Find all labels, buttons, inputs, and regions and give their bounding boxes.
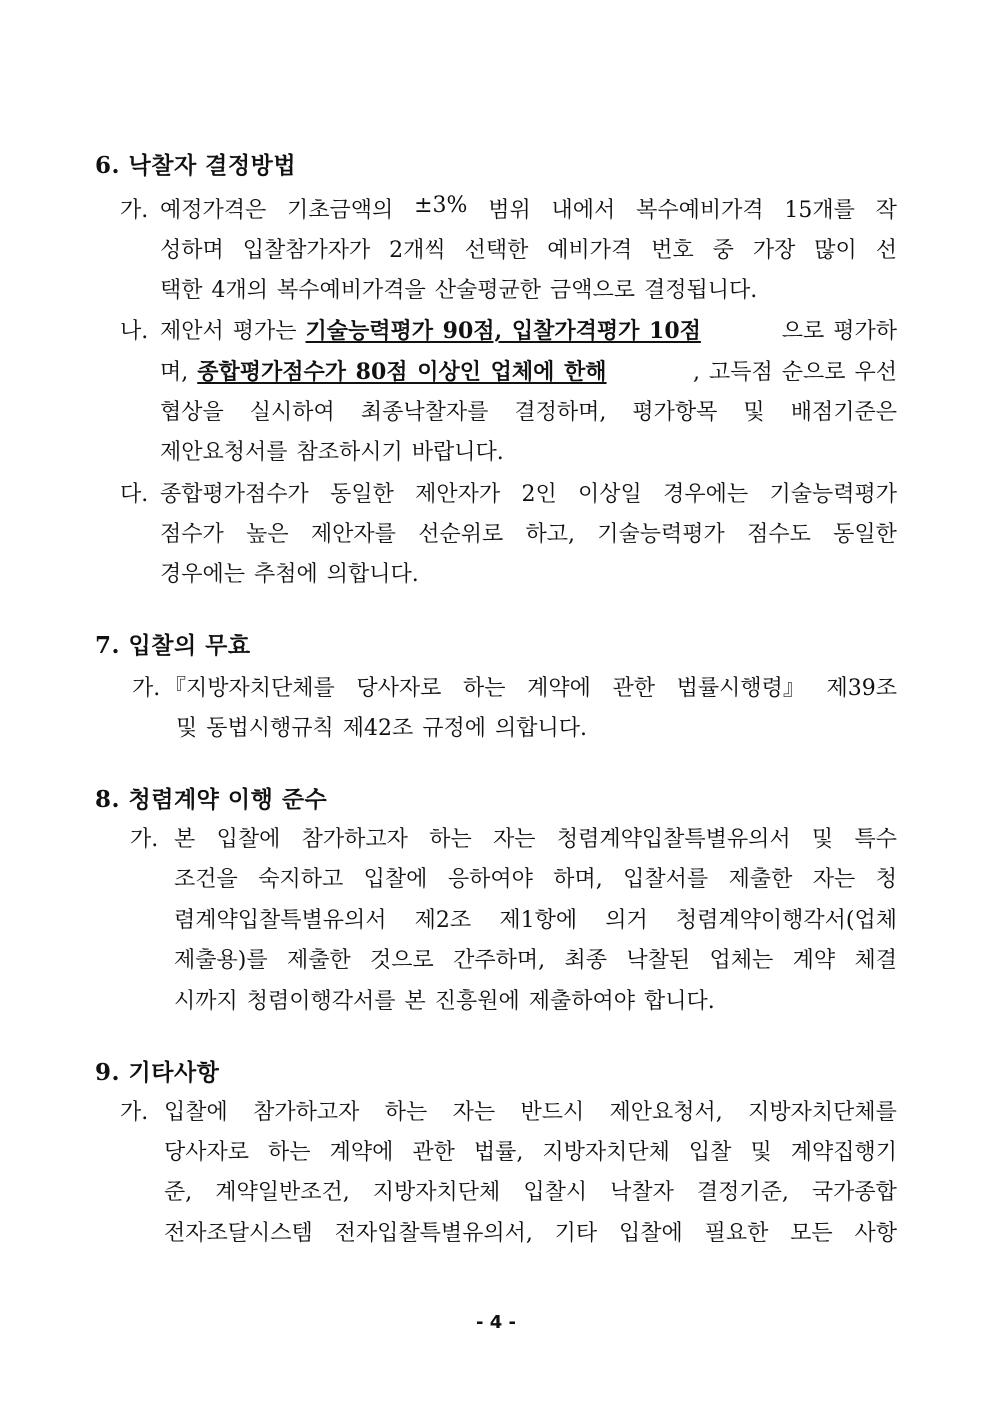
word: 자는 [493,827,536,852]
word: 제안자를 [310,522,396,547]
text-line-emphasis [160,355,897,386]
word: 높은 [246,522,289,547]
word: 내에서 [551,198,616,223]
text-span: 며, [160,360,198,385]
word: 제2조 [414,908,472,933]
evaluation-weight-emphasis: 기술능력평가 90점, 입찰가격평가 10점 [305,318,701,344]
word: 입찰시 [523,1180,588,1205]
text-line [174,862,897,893]
word: 성하며 [160,238,224,263]
word: 응하여야 [447,867,533,892]
word: 계약일반조건, [215,1180,350,1205]
word: 관한 [412,1140,455,1165]
word: 숙지하고 [258,867,344,892]
word: 기술능력평가 [769,482,897,507]
word: 중 [712,238,734,263]
word: 것으로 [370,948,434,973]
word: 청렴계약이행각서(업체 [675,908,897,933]
word: 전자입찰특별유의서, [334,1221,533,1246]
word: 동일한 [330,482,394,507]
word: 제39조 [826,676,897,701]
text-span: 으로 평가하 [781,319,897,344]
word: 체결 [854,948,897,973]
word: 지방자치단체 [542,1140,670,1165]
word: 기초금액의 [287,198,394,223]
word: 참가하고자 [253,1100,360,1125]
text-line [164,671,897,702]
word: 제안요청서, [609,1100,723,1125]
word: 범위 [488,198,531,223]
word: 실시하여 [249,400,335,425]
item-label: 가. [120,198,149,223]
word: 2인 [521,482,557,507]
word: 입찰참가자가 [242,238,371,263]
word: 반드시 [520,1100,585,1125]
word: 점수가 [160,522,224,547]
section-8-heading: 8. 청렴계약 이행 준수 [95,786,328,813]
section-6-heading: 6. 낙찰자 결정방법 [95,152,297,179]
word: 입찰에 [363,867,428,892]
word: 모든 [790,1221,833,1246]
word: 업체는 [709,948,774,973]
text-line: 제안요청서를 참조하시기 바랍니다. [160,440,504,465]
word: 제안자가 [415,482,501,507]
text-line [164,1216,897,1247]
word: 입찰에 [216,827,281,852]
word: 참가하고자 [301,827,408,852]
word: 제1항에 [499,908,578,933]
word: 본 [174,827,196,852]
word: 점수도 [747,522,811,547]
word: 계약에 [527,676,591,701]
text-line-emphasis [160,314,897,345]
word: ±3% [414,193,468,218]
word: 종합평가점수가 [160,482,309,507]
item-label: 가. [130,827,159,852]
text-span: , 고득점 순으로 우선 [693,360,897,385]
word: 결정하며, [514,400,607,425]
text-line [164,1175,897,1206]
word: 동일한 [833,522,897,547]
word: 번호 [651,238,694,263]
word: 및 [743,400,765,425]
word: 15개를 [784,198,855,223]
score-threshold-emphasis: 종합평가점수가 80점 이상인 업체에 한해 [197,359,607,385]
text-line: 경우에는 추첨에 의합니다. [160,562,419,587]
word: 당사자로 [356,676,442,701]
word: 최종 [564,948,608,973]
item-label: 다. [120,482,149,507]
word: 작 [875,198,897,223]
word: 예정가격은 [160,198,267,223]
word: 최종낙찰자를 [360,400,489,425]
item-label: 나. [120,319,149,344]
word: 하는 [384,1100,428,1125]
word: 국가종합 [811,1180,897,1205]
word: 계약에 [329,1140,394,1165]
word: 자는 [452,1100,496,1125]
word: 평가항목 [632,400,718,425]
section-9-heading: 9. 기타사항 [95,1059,220,1086]
word: 가장 [752,238,796,263]
text-span: 제안서 평가는 [160,319,306,344]
text-line [160,395,897,426]
word: 준, [164,1180,193,1205]
text-line [160,233,897,264]
word: 이상일 [578,482,642,507]
word: 복수예비가격 [636,198,764,223]
word: 입찰에 [618,1221,683,1246]
word: 청렴계약입찰특별유의서 [556,827,791,852]
word: 계약 [792,948,836,973]
word: 관한 [612,676,656,701]
word: 하는 [268,1140,311,1165]
word: 많이 [814,238,857,263]
word: 입찰에 [164,1100,228,1125]
word: 선택한 [464,238,529,263]
word: 렴계약입찰특별유의서 [174,908,387,933]
word: 제출한 [286,948,351,973]
text-line [164,1135,897,1166]
text-line [174,822,897,853]
word: 선순위로 [418,522,504,547]
word: 협상을 [160,400,224,425]
word: 조건을 [174,867,238,892]
word: 전자조달시스템 [164,1221,313,1246]
text-line [160,517,897,548]
word: 결정기준, [696,1180,789,1205]
page-number: - 4 - [476,1312,516,1333]
text-line [164,1095,897,1126]
item-label: 가. [120,1100,149,1125]
word: 하며, [553,867,603,892]
word: 법률, [473,1140,524,1165]
word: 특수 [854,827,897,852]
word: 경우에는 [663,482,749,507]
text-line [174,943,897,974]
word: 필요한 [704,1221,769,1246]
word: 및 [811,827,834,852]
word: 입찰서를 [623,867,709,892]
word: 하는 [429,827,472,852]
word: 자는 [812,867,856,892]
item-label: 가. [132,676,161,701]
word: 배점기준은 [790,400,897,425]
word: 청 [875,867,897,892]
text-line [160,477,897,508]
word: 낙찰자 [610,1180,674,1205]
word: 제출한 [728,867,793,892]
word: 하는 [463,676,506,701]
word: 및 [750,1140,772,1165]
word: 사항 [854,1221,897,1246]
word: 지방자치단체를 [748,1100,897,1125]
section-7-heading: 7. 입찰의 무효 [95,632,251,659]
text-line: 시까지 청렴이행각서를 본 진흥원에 제출하여야 합니다. [174,989,715,1014]
word: 기술능력평가 [597,522,725,547]
word: 『지방자치단체를 [164,676,335,701]
word: 기타 [554,1221,598,1246]
word: 제출용)를 [174,948,268,973]
word: 지방자치단체 [372,1180,501,1205]
word: 낙찰된 [626,948,691,973]
word: 하고, [525,522,575,547]
text-line: 택한 4개의 복수예비가격을 산술평균한 금액으로 결정됩니다. [160,278,758,303]
text-line [174,903,897,934]
word: 의거 [605,908,648,933]
word: 선 [875,238,897,263]
word: 계약집행기 [790,1140,897,1165]
text-line: 및 동법시행규칙 제42조 규정에 의합니다. [176,716,587,741]
word: 2개씩 [389,238,446,263]
text-line [160,193,897,224]
word: 예비가격 [547,238,633,263]
word: 당사자로 [164,1140,250,1165]
word: 법률시행령』 [676,676,805,701]
word: 입찰 [688,1140,732,1165]
word: 간주하며, [453,948,546,973]
